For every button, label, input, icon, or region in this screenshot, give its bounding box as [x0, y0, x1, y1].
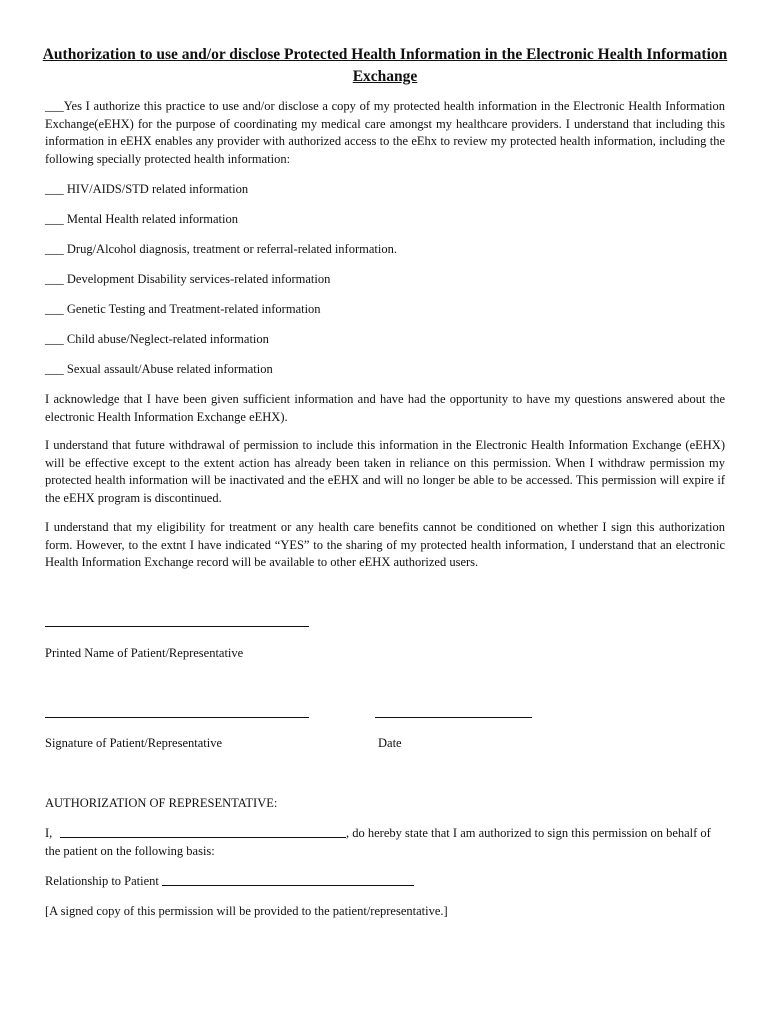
- form-title: Authorization to use and/or disclose Protected Health Information in the Electronic Health Information Exchange: [42, 46, 728, 85]
- representative-statement-suffix: , do hereby state that I am authorized to sign this permission on behalf of: [346, 826, 711, 840]
- representative-statement-line2: the patient on the following basis:: [45, 844, 215, 858]
- checklist-item-development-disability[interactable]: ___ Development Disability services-related information: [45, 272, 331, 286]
- checklist-item-mental-health[interactable]: ___ Mental Health related information: [45, 212, 238, 226]
- checklist-item-drug-alcohol[interactable]: ___ Drug/Alcohol diagnosis, treatment or referral-related information.: [45, 242, 397, 256]
- representative-heading: AUTHORIZATION OF REPRESENTATIVE:: [45, 796, 278, 810]
- date-line[interactable]: [375, 717, 532, 718]
- signature-label: Signature of Patient/Representative: [45, 736, 223, 750]
- signature-line[interactable]: [45, 717, 309, 718]
- copy-note: [A signed copy of this permission will be provided to the patient/representative.]: [45, 904, 448, 918]
- date-label: Date: [378, 736, 402, 750]
- checklist-item-hiv[interactable]: ___ HIV/AIDS/STD related information: [45, 182, 249, 196]
- checklist-item-genetic-testing[interactable]: ___ Genetic Testing and Treatment-related information: [45, 302, 321, 316]
- representative-name-line[interactable]: [60, 837, 346, 838]
- withdrawal-paragraph: I understand that future withdrawal of permission to include this information in the Electronic Health Information Exchange (eEHX) will be effective except to the extent action has already been taken in reliance on this permission. When I withdraw permission my protected health information will be inactivated and the eEHX and will no longer be able to be accessed. This permission will expire if the eEHX program is discontinued.: [45, 438, 725, 505]
- eligibility-paragraph: I understand that my eligibility for treatment or any health care benefits cannot be conditioned on whether I sign this authorization form. However, to the extnt I have indicated “YES” to the sharing of my protected health information, I understand that an electronic Health Information Exchange record will be available to other eEHX authorized users.: [45, 520, 725, 569]
- consent-checkbox-blank[interactable]: ___: [45, 99, 64, 113]
- printed-name-label: Printed Name of Patient/Representative: [45, 646, 244, 660]
- representative-statement-prefix: I,: [45, 826, 53, 840]
- checklist-item-child-abuse[interactable]: ___ Child abuse/Neglect-related information: [45, 332, 269, 346]
- consent-paragraph: [45, 98, 725, 168]
- consent-text: Yes I authorize this practice to use and/or disclose a copy of my protected health information in the Electronic Health Information Exchange(eEHX) for the purpose of coordinating my medical care amongst my healthcare providers. I understand that including this information in eEHX enables any provider with authorized access to the eEhx to review my protected health information, including the following specially protected health information:: [45, 99, 725, 166]
- checklist-item-sexual-assault[interactable]: ___ Sexual assault/Abuse related information: [45, 362, 273, 376]
- printed-name-line[interactable]: [45, 626, 309, 627]
- relationship-line[interactable]: [162, 885, 414, 886]
- relationship-label: Relationship to Patient: [45, 874, 159, 888]
- acknowledgement-paragraph: I acknowledge that I have been given sufficient information and have had the opportunity to have my questions answered about the electronic Health Information Exchange eEHX).: [45, 392, 725, 424]
